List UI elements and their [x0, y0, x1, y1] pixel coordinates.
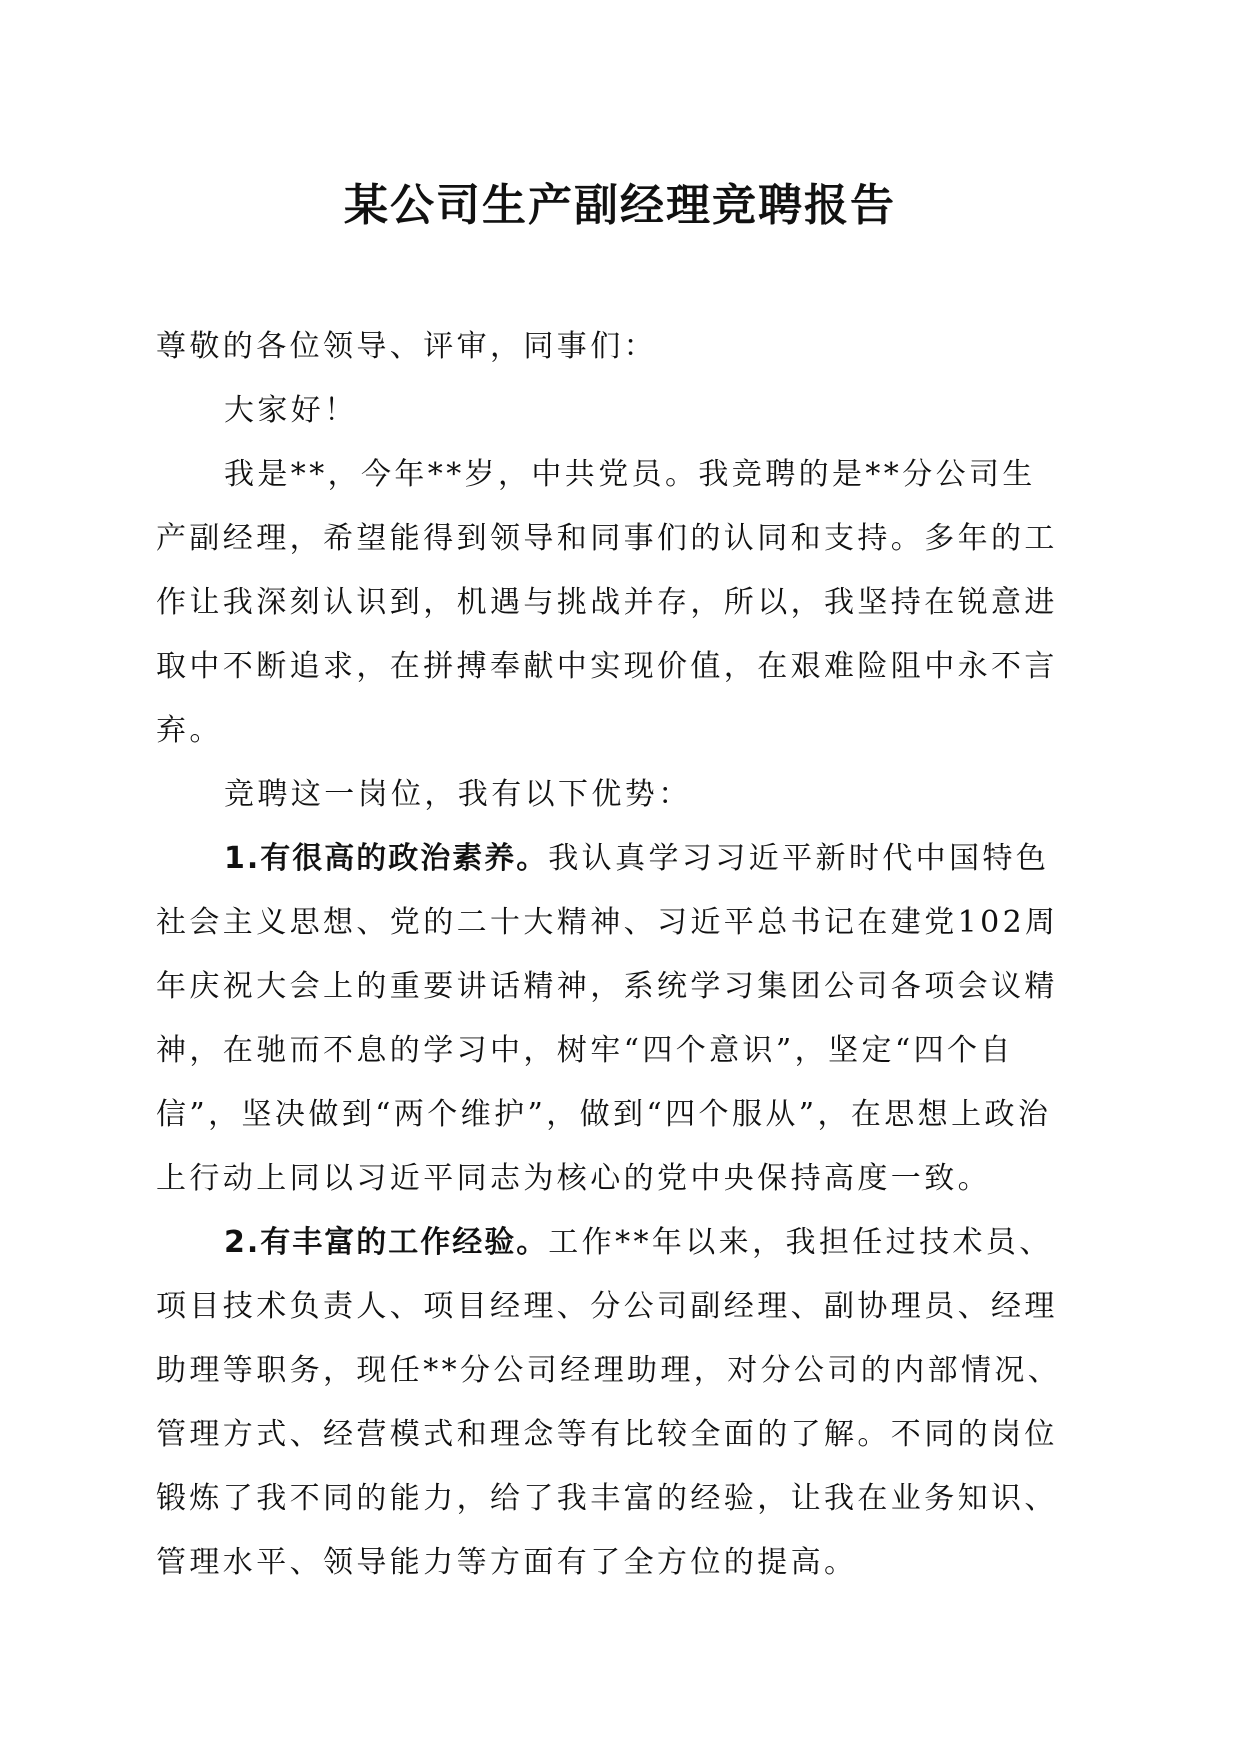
advantages-intro: 竞聘这一岗位，我有以下优势： [224, 777, 692, 812]
advantage-heading-1: 1.有很高的政治素养。 [224, 841, 549, 876]
advantage-text-1: 我认真学习习近平新时代中国特色社会主义思想、党的二十大精神、习近平总书记在建党102周年庆祝大会上的重要讲话精神，系统学习集团公司各项会议精神，在驰而不息的学习中，树牢“四个意识”，坚定“四个自信”，坚决做到“两个维护”，做到“四个服从”，在思想上政治上行动上同以习近平同志为核心的党中央保持高度一致。 [156, 841, 1059, 1196]
salutation: 尊敬的各位领导、评审，同事们： [156, 329, 657, 364]
document-title: 某公司生产副经理竞聘报告 [344, 180, 896, 231]
document-body [156, 315, 1066, 1595]
advantage-paragraph-2 [156, 1211, 1066, 1595]
greeting: 大家好！ [224, 393, 358, 428]
intro-paragraph: 我是**，今年**岁，中共党员。我竞聘的是**分公司生产副经理，希望能得到领导和同事们的认同和支持。多年的工作让我深刻认识到，机遇与挑战并存，所以，我坚持在锐意进取中不断追求，在拼搏奉献中实现价值，在艰难险阻中永不言弃。 [156, 457, 1058, 748]
advantage-text-2: 工作**年以来，我担任过技术员、项目技术负责人、项目经理、分公司副经理、副协理员、经理助理等职务，现任**分公司经理助理，对分公司的内部情况、管理方式、经营模式和理念等有比较全面的了解。不同的岗位锻炼了我不同的能力，给了我丰富的经验，让我在业务知识、管理水平、领导能力等方面有了全方位的提高。 [156, 1225, 1062, 1580]
advantage-heading-2: 2.有丰富的工作经验。 [224, 1225, 549, 1260]
advantage-paragraph-1 [156, 827, 1066, 1211]
